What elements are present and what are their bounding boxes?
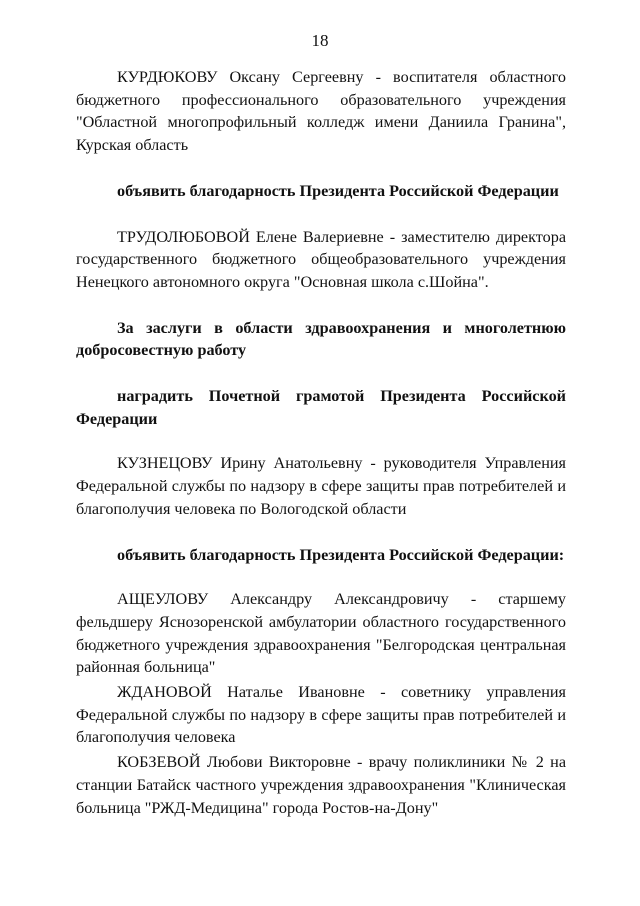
merit-heading-healthcare: За заслуги в области здравоохранения и многолетнюю добросовестную работу [76, 318, 566, 360]
decision-heading-gratitude: объявить благодарность Президента Российской Федерации [117, 181, 559, 200]
award-entry-zhdanova: ЖДАНОВОЙ Наталье Ивановне - советнику управления Федеральной службы по надзору в сфере защиты прав потребителей и благополучия человека [76, 683, 566, 747]
award-entry-kurdyukova: КУРДЮКОВУ Оксану Сергеевну - воспитателя областного бюджетного профессионального образовательного учреждения "Областной многопрофильный колледж имени Даниила Гранина", Курская область [76, 68, 566, 155]
award-entry-trudolyubova: ТРУДОЛЮБОВОЙ Елене Валериевне - заместителю директора государственного бюджетного общеобразовательного учреждения Ненецкого автономного округа "Основная школа с.Шойна". [76, 227, 566, 291]
decision-heading-gratitude-2: объявить благодарность Президента Российской Федерации: [117, 545, 565, 564]
award-entry-kuznetsova: КУЗНЕЦОВУ Ирину Анатольевну - руководителя Управления Федеральной службы по надзору в сфере защиты прав потребителей и благополучия человека по Вологодской области [76, 454, 566, 518]
page-number: 18 [311, 31, 329, 50]
award-entry-kobzeva: КОБЗЕВОЙ Любови Викторовне - врачу поликлиники № 2 на станции Батайск частного учреждения здравоохранения "Клиническая больница "РЖД-Медицина" города Ростов-на-Дону" [76, 753, 566, 817]
decision-heading-certificate: наградить Почетной грамотой Президента Российской Федерации [76, 387, 566, 428]
award-entry-ashcheulova: АЩЕУЛОВУ Александру Александровичу - старшему фельдшеру Яснозоренской амбулатории областного государственного бюджетного учреждения здравоохранения "Белгородская центральная районная больница" [76, 590, 566, 677]
document-body [76, 66, 566, 819]
